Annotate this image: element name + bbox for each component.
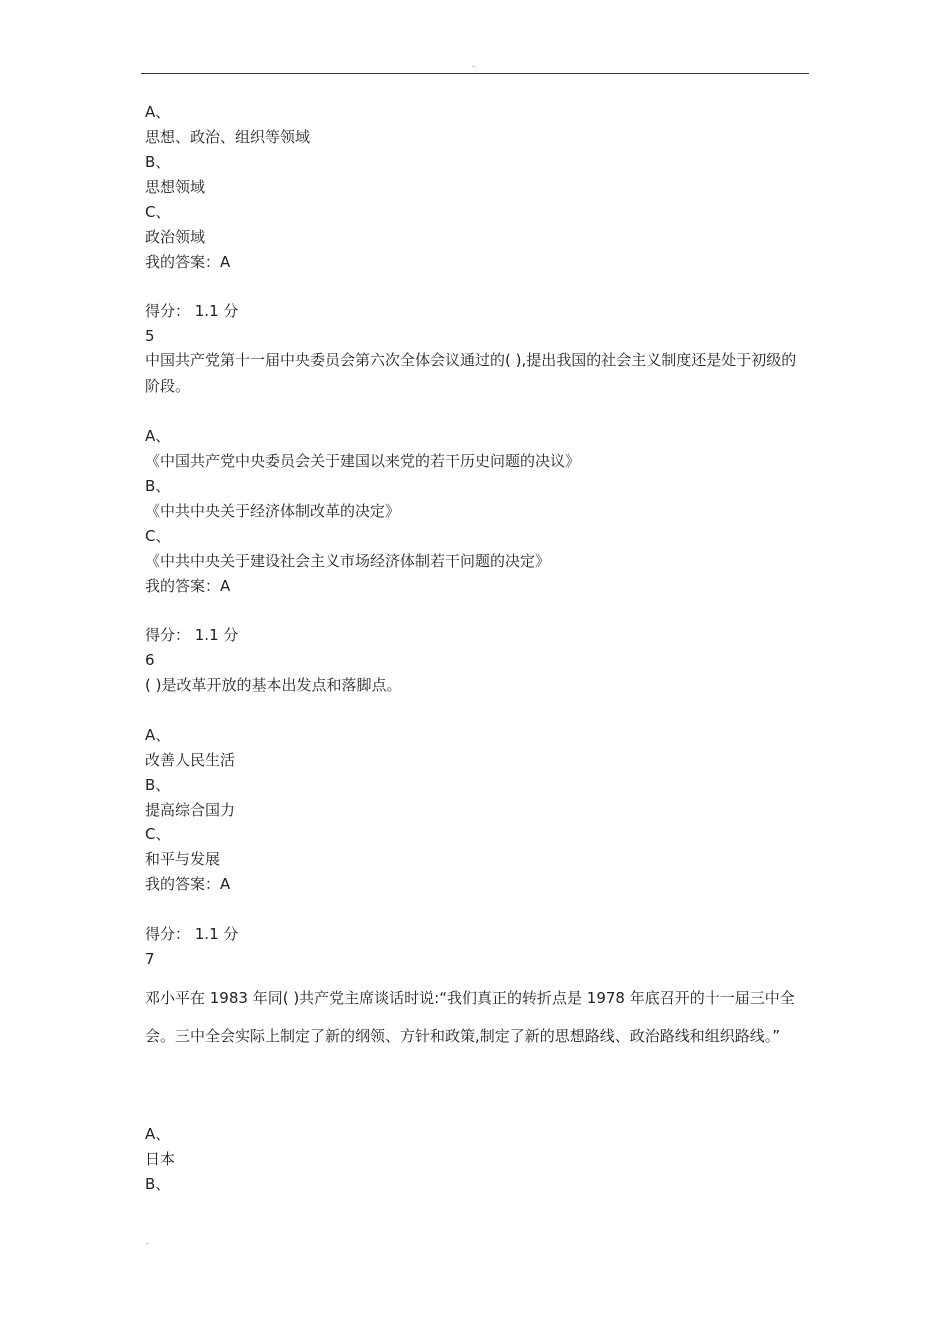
question-number: 7 xyxy=(145,950,155,968)
question-stem: ( )是改革开放的基本出发点和落脚点。 xyxy=(145,676,402,694)
option-b-label: B、 xyxy=(145,776,171,794)
question-stem: 邓小平在 1983 年同( )共产党主席谈话时说:“我们真正的转折点是 1978 年底召开的十一届三中全会。三中全会实际上制定了新的纲领、方针和政策,制定了新的思想路线、政治路线和组织路线。” xyxy=(145,989,795,1045)
question-number: 5 xyxy=(145,327,155,345)
option-a-text: 日本 xyxy=(145,1150,176,1168)
option-b-text: 提高综合国力 xyxy=(145,801,236,819)
option-c-label: C、 xyxy=(145,203,171,221)
header-mark: . xyxy=(472,60,475,69)
option-a-text: 思想、政治、组织等领域 xyxy=(145,128,311,146)
question-number: 6 xyxy=(145,651,155,669)
my-answer: 我的答案：A xyxy=(145,253,231,271)
option-a-label: A、 xyxy=(145,1125,171,1143)
option-b-label: B、 xyxy=(145,1175,171,1193)
option-b-text: 《中共中央关于经济体制改革的决定》 xyxy=(145,502,401,520)
option-a-text: 《中国共产党中央委员会关于建国以来党的若干历史问题的决议》 xyxy=(145,452,581,470)
option-a-label: A、 xyxy=(145,726,171,744)
option-a-label: A、 xyxy=(145,103,171,121)
option-b-text: 思想领域 xyxy=(145,178,206,196)
my-answer: 我的答案：A xyxy=(145,577,231,595)
option-c-label: C、 xyxy=(145,527,171,545)
option-b-label: B、 xyxy=(145,477,171,495)
option-c-label: C、 xyxy=(145,825,171,843)
option-a-text: 改善人民生活 xyxy=(145,751,236,769)
my-answer: 我的答案：A xyxy=(145,875,231,893)
option-a-label: A、 xyxy=(145,427,171,445)
option-c-text: 政治领域 xyxy=(145,228,206,246)
option-c-text: 《中共中央关于建设社会主义市场经济体制若干问题的决定》 xyxy=(145,552,551,570)
header-rule xyxy=(141,73,809,74)
score: 得分： 1.1 分 xyxy=(145,626,239,644)
option-c-text: 和平与发展 xyxy=(145,850,221,868)
score: 得分： 1.1 分 xyxy=(145,302,239,320)
question-stem: 中国共产党第十一届中央委员会第六次全体会议通过的( ),提出我国的社会主义制度还是处于初级的阶段。 xyxy=(145,351,797,395)
option-b-label: B、 xyxy=(145,153,171,171)
score: 得分： 1.1 分 xyxy=(145,925,239,943)
footer-mark: . xyxy=(146,1237,149,1246)
